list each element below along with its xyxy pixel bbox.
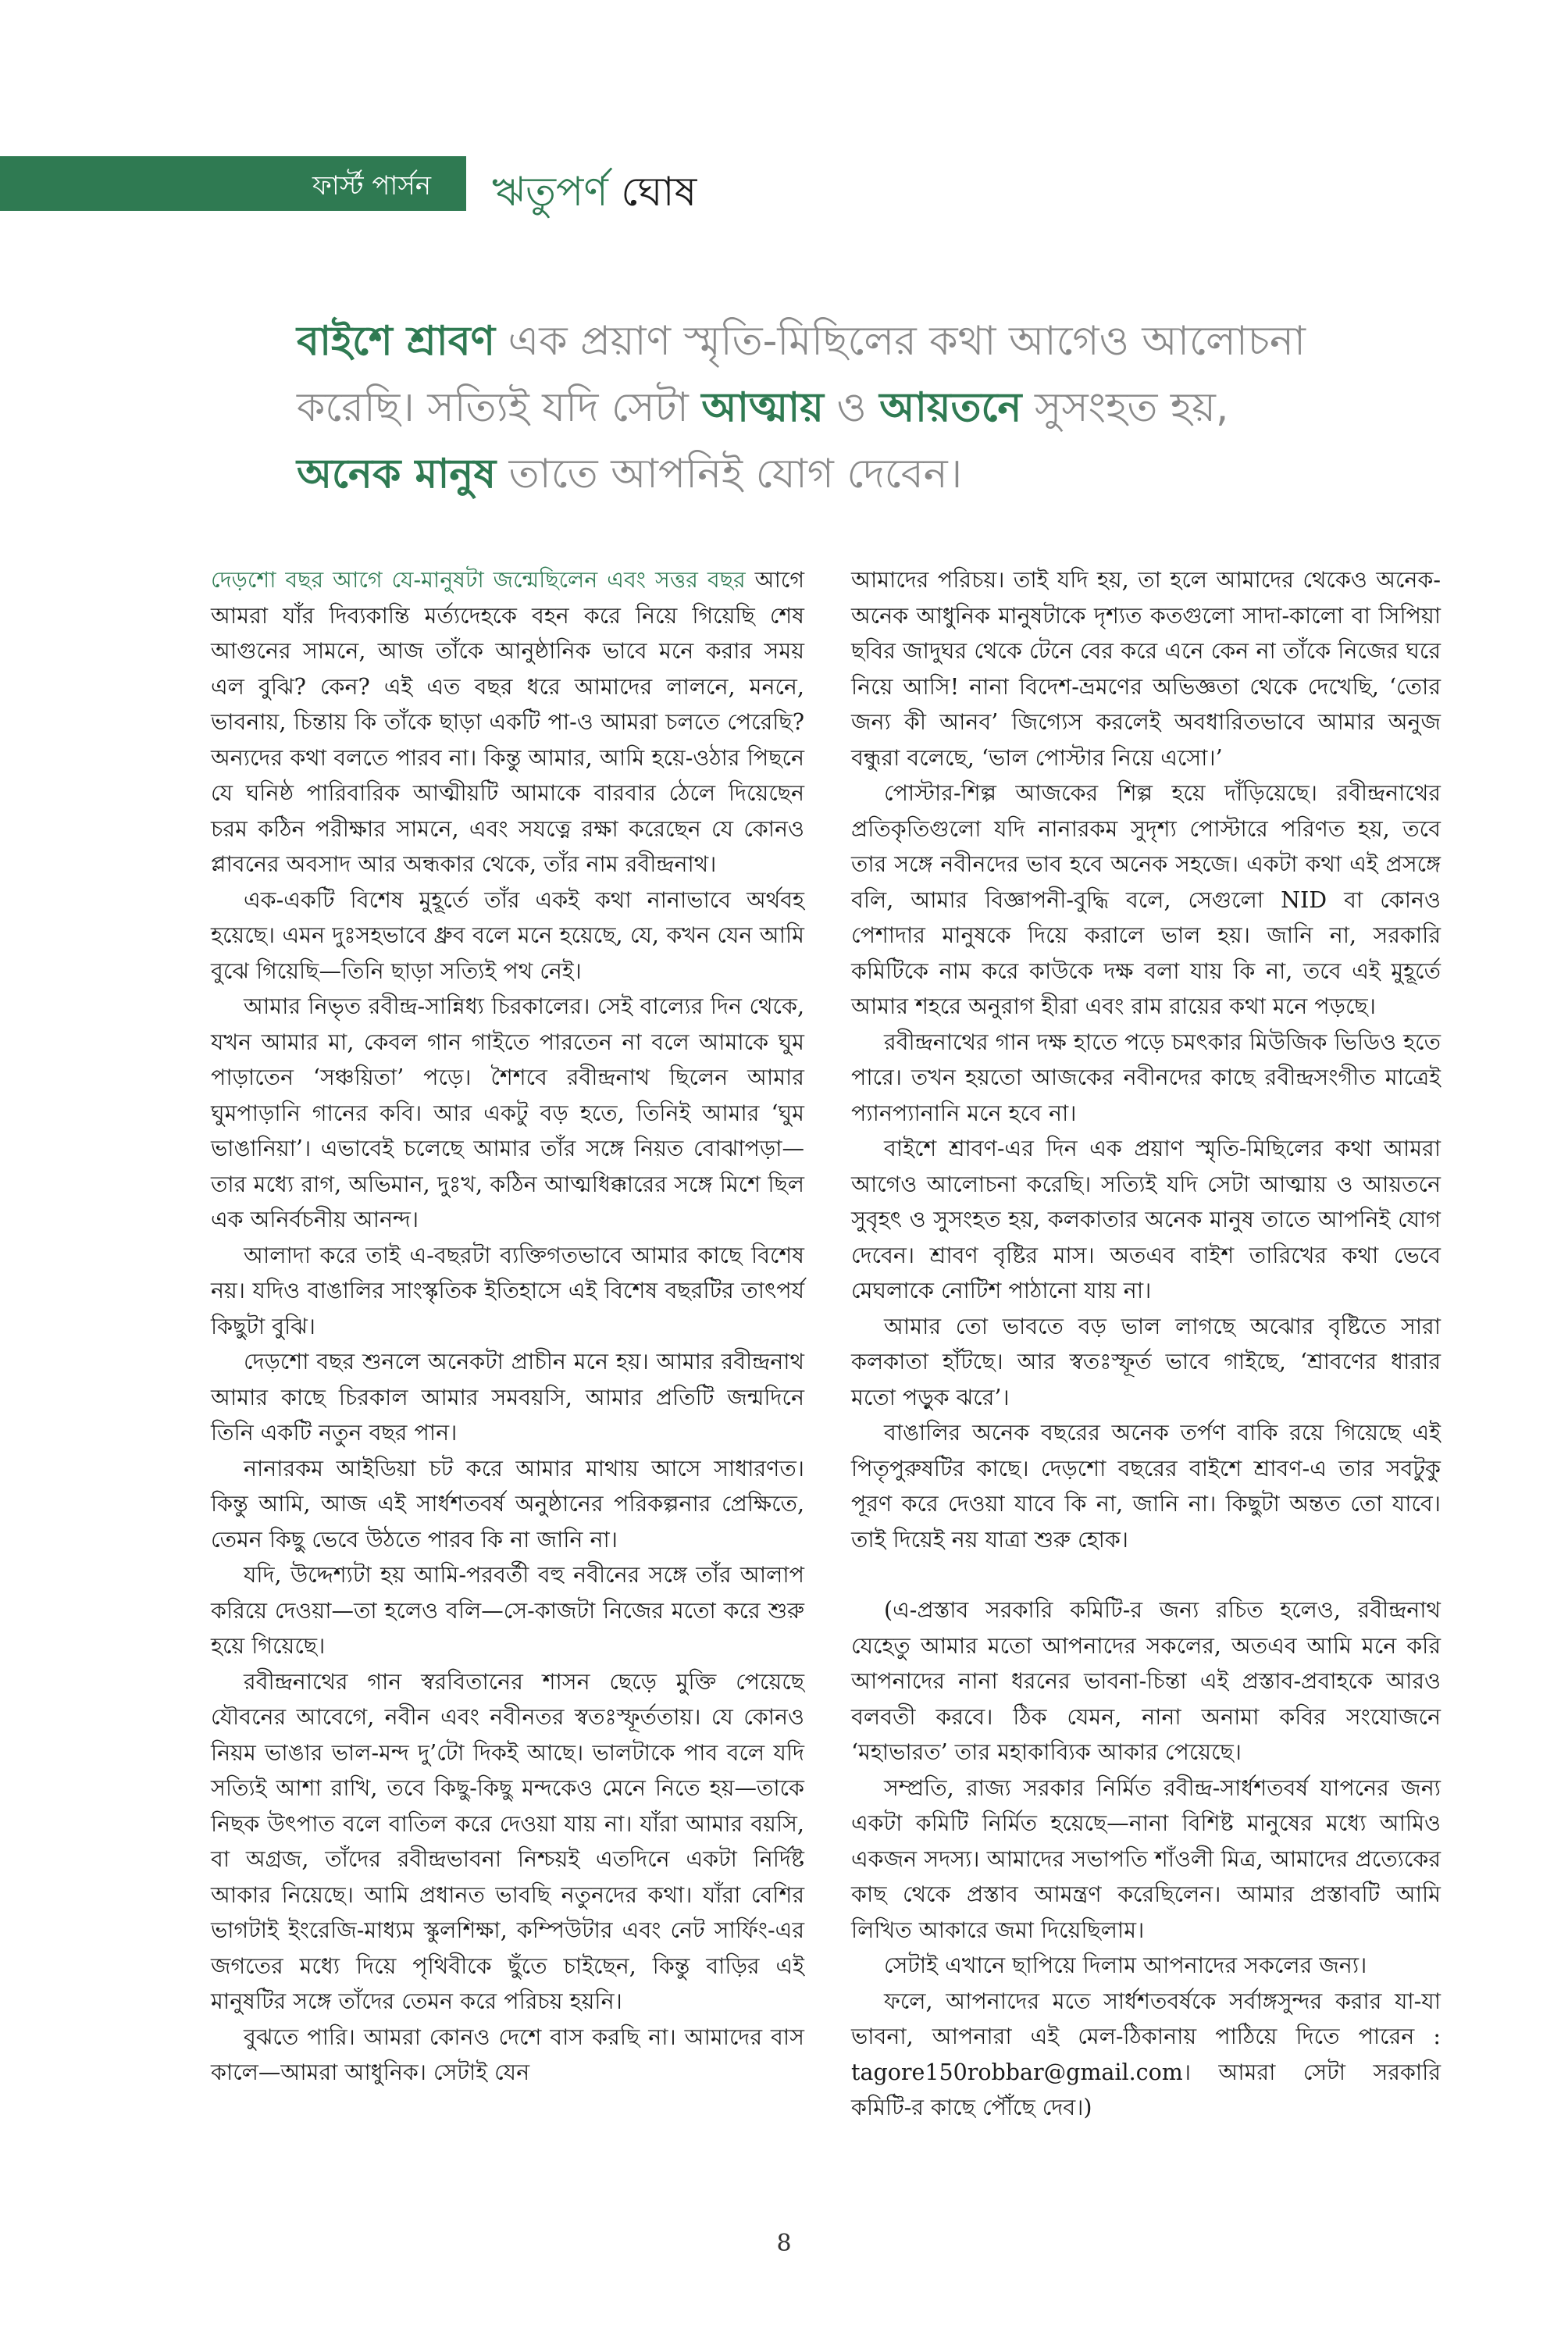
author-first-name: ঋতুপর্ণ: [492, 169, 608, 216]
article-paragraph: আলাদা করে তাই এ-বছরটা ব্যক্তিগতভাবে আমার কাছে বিশেষ নয়। যদিও বাঙালির সাংস্কৃতিক ইতিহাসে এই বিশেষ বছরটির তাৎপর্য কিছুটা বুঝি।: [211, 1242, 804, 1339]
pullquote-text: সুসংহত হয়,: [1021, 384, 1229, 431]
article-paragraph: বাঙালির অনেক বছরের অনেক তর্পণ বাকি রয়ে গিয়েছে এই পিতৃপুরুষটির কাছে। দেড়শো বছরের বাইশে শ্রাবণ-এ তার সবটুকু পূরণ করে দেওয়া যাবে কি না, জানি না। কিছুটা অন্তত তো যাবে। তাই দিয়েই নয় যাত্রা শুরু হোক।: [851, 1420, 1441, 1553]
article-paragraph: আমার নিভৃত রবীন্দ্র-সান্নিধ্য চিরকালের। সেই বাল্যের দিন থেকে, যখন আমার মা, কেবল গান গাইতে পারতেন না বলে আমাকে ঘুম পাড়াতেন ‘সঞ্চয়িতা’ পড়ে। শৈশবে রবীন্দ্রনাথ ছিলেন আমার ঘুমপাড়ানি গানের কবি। আর একটু বড় হতে, তিনিই আমার ‘ঘুম ভাঙানিয়া’। এভাবেই চলেছে আমার তাঁর সঙ্গে নিয়ত বোঝাপড়া—তার মধ্যে রাগ, অভিমান, দুঃখ, কঠিন আত্মধিক্কারের সঙ্গে মিশে ছিল এক অনির্বচনীয় আনন্দ।: [211, 993, 804, 1232]
article-paragraph: আমাদের পরিচয়। তাই যদি হয়, তা হলে আমাদের থেকেও অনেক-অনেক আধুনিক মানুষটাকে দৃশ্যত কতগুলো সাদা-কালো বা সিপিয়া ছবির জাদুঘর থেকে টেনে বের করে এনে কেন না তাঁকে নিজের ঘরে নিয়ে আসি! নানা বিদেশ-ভ্রমণের অভিজ্ঞতা থেকে দেখেছি, ‘তোর জন্য কী আনব’ জিগ্যেস করলেই অবধারিতভাবে আমার অনুজ বন্ধুরা বলেছে, ‘ভাল পোস্টার নিয়ে এসো।’: [851, 567, 1441, 771]
article-lead-in: দেড়শো বছর আগে যে-মানুষটা জন্মেছিলেন এবং সত্তর বছর: [211, 567, 746, 593]
article-paragraph: (এ-প্রস্তাব সরকারি কমিটি-র জন্য রচিত হলেও, রবীন্দ্রনাথ যেহেতু আমার মতো আপনাদের সকলের, অতএব আমি মনে করি আপনাদের নানা ধরনের ভাবনা-চিন্তা এই প্রস্তাব-প্রবাহকে আরও বলবতী করবে। ঠিক যেমন, নানা অনামা কবির সংযোজনে ‘মহাভারত’ তার মহাকাব্যিক আকার পেয়েছে।: [851, 1597, 1441, 1765]
article-paragraph: সম্প্রতি, রাজ্য সরকার নির্মিত রবীন্দ্র-সার্ধশতবর্ষ যাপনের জন্য একটা কমিটি নির্মিত হয়েছে—নানা বিশিষ্ট মানুষের মধ্যে আমিও একজন সদস্য। আমাদের সভাপতি শাঁওলী মিত্র, আমাদের প্রত্যেকের কাছ থেকে প্রস্তাব আমন্ত্রণ করেছিলেন। আমার প্রস্তাবটি আমি লিখিত আকারে জমা দিয়েছিলাম।: [851, 1774, 1441, 1943]
author-surname: ঘোষ: [621, 169, 697, 216]
article-paragraph: রবীন্দ্রনাথের গান স্বরবিতানের শাসন ছেড়ে মুক্তি পেয়েছে যৌবনের আবেগে, নবীন এবং নবীনতর স্বতঃস্ফূর্ততায়। যে কোনও নিয়ম ভাঙার ভাল-মন্দ দু’টো দিকই আছে। ভালটাকে পাব বলে যদি সত্যিই আশা রাখি, তবে কিছু-কিছু মন্দকেও মেনে নিতে হয়—তাকে নিছক উৎপাত বলে বাতিল করে দেওয়া যায় না। যাঁরা আমার বয়সি, বা অগ্রজ, তাঁদের রবীন্দ্রভাবনা নিশ্চয়ই এতদিনে একটা নির্দিষ্ট আকার নিয়েছে। আমি প্রধানত ভাবছি নতুনদের কথা। যাঁরা বেশির ভাগটাই ইংরেজি-মাধ্যম স্কুলশিক্ষা, কম্পিউটার এবং নেট সার্ফিং-এর জগতের মধ্যে দিয়ে পৃথিবীকে ছুঁতে চাইছেন, কিন্তু বাড়ির এই মানুষটির সঙ্গে তাঁদের তেমন করে পরিচয় হয়নি।: [211, 1668, 804, 2014]
article-paragraph: রবীন্দ্রনাথের গান দক্ষ হাতে পড়ে চমৎকার মিউজিক ভিডিও হতে পারে। তখন হয়তো আজকের নবীনদের কাছে রবীন্দ্রসংগীত মাত্রেই প্যানপ্যানানি মনে হবে না।: [851, 1029, 1441, 1126]
article-paragraph: আমার তো ভাবতে বড় ভাল লাগছে অঝোর বৃষ্টিতে সারা কলকাতা হাঁটছে। আর স্বতঃস্ফূর্ত ভাবে গাইছে, ‘শ্রাবণের ধারার মতো পড়ুক ঝরে’।: [851, 1313, 1441, 1410]
article-paragraph: বুঝতে পারি। আমরা কোনও দেশে বাস করছি না। আমাদের বাস কালে—আমরা আধুনিক। সেটাই যেন: [211, 2024, 804, 2085]
article-column-right: [851, 562, 1441, 2126]
article-paragraph: যদি, উদ্দেশ্যটা হয় আমি-পরবর্তী বহু নবীনের সঙ্গে তাঁর আলাপ করিয়ে দেওয়া—তা হলেও বলি—সে-কাজটা নিজের মতো করে শুরু হয়ে গিয়েছে।: [211, 1562, 804, 1659]
article-paragraph: বাইশে শ্রাবণ-এর দিন এক প্রয়াণ স্মৃতি-মিছিলের কথা আমরা আগেও আলোচনা করেছি। সত্যিই যদি সেটা আত্মায় ও আয়তনে সুবৃহৎ ও সুসংহত হয়, কলকাতার অনেক মানুষ তাতে আপনিই যোগ দেবেন। শ্রাবণ বৃষ্টির মাস। অতএব বাইশ তারিখের কথা ভেবে মেঘলাকে নোটিশ পাঠানো যায় না।: [851, 1136, 1441, 1303]
pullquote-highlight: আত্মায়: [701, 384, 824, 431]
article-paragraph: নানারকম আইডিয়া চট করে আমার মাথায় আসে সাধারণত। কিন্তু আমি, আজ এই সার্ধশতবর্ষ অনুষ্ঠানের পরিকল্পনার প্রেক্ষিতে, তেমন কিছু ভেবে উঠতে পারব কি না জানি না।: [211, 1455, 804, 1553]
pullquote-text: এক প্রয়াণ স্মৃতি-মিছিলের কথা আগেও আলোচনা করেছি। সত্যিই যদি সেটা: [297, 318, 1306, 431]
pullquote: [297, 308, 1335, 508]
article-paragraph: পোস্টার-শিল্প আজকের শিল্প হয়ে দাঁড়িয়েছে। রবীন্দ্রনাথের প্রতিকৃতিগুলো যদি নানারকম সুদৃশ্য পোস্টারে পরিণত হয়, তবে তার সঙ্গে নবীনদের ভাব হবে অনেক সহজে। একটা কথা এই প্রসঙ্গে বলি, আমার বিজ্ঞাপনী-বুদ্ধি বলে, সেগুলো NID বা কোনও পেশাদার মানুষকে দিয়ে করালে ভাল হয়। জানি না, সরকারি কমিটিকে নাম করে কাউকে দক্ষ বলা যায় কি না, তবে এই মুহূর্তে আমার শহরে অনুরাগ হীরা এবং রাম রায়ের কথা মনে পড়ছে।: [851, 780, 1441, 1019]
article-column-left: [211, 562, 804, 2091]
article-paragraph: দেড়শো বছর শুনলে অনেকটা প্রাচীন মনে হয়। আমার রবীন্দ্রনাথ আমার কাছে চিরকাল আমার সমবয়সি, আমার প্রতিটি জন্মদিনে তিনি একটি নতুন বছর পান।: [211, 1349, 804, 1446]
pullquote-highlight: অনেক মানুষ: [297, 451, 497, 497]
author-name: [492, 160, 697, 228]
article-paragraph: [211, 562, 804, 883]
pullquote-text: তাতে আপনিই যোগ দেবেন।: [496, 451, 963, 497]
column-label: ফার্স্ট পার্সন: [312, 170, 432, 201]
article-paragraph: সেটাই এখানে ছাপিয়ে দিলাম আপনাদের সকলের জন্য।: [884, 1952, 1367, 1978]
article-paragraph: ফলে, আপনাদের মতে সার্ধশতবর্ষকে সর্বাঙ্গসুন্দর করার যা-যা ভাবনা, আপনারা এই মেল-ঠিকানায় পাঠিয়ে দিতে পারেন : tagore150robbar@gmail.com। আমরা সেটা সরকারি কমিটি-র কাছে পৌঁছে দেব।): [851, 1988, 1441, 2120]
pullquote-text: ও: [823, 384, 880, 431]
pullquote-highlight: আয়তনে: [879, 384, 1022, 431]
pullquote-highlight: বাইশে শ্রাবণ: [297, 318, 496, 365]
page-number: 8: [776, 2230, 792, 2257]
article-paragraph-text: আগে আমরা যাঁর দিব্যকান্তি মর্ত্যদেহকে বহন করে নিয়ে গিয়েছি শেষ আগুনের সামনে, আজ তাঁকে আনুষ্ঠানিক ভাবে মনে করার সময় এল বুঝি? কেন? এই এত বছর ধরে আমাদের লালনে, মননে, ভাবনায়, চিন্তায় কি তাঁকে ছাড়া একটি পা-ও আমরা চলতে পেরেছি? অন্যদের কথা বলতে পারব না। কিন্তু আমার, আমি হয়ে-ওঠার পিছনে যে ঘনিষ্ঠ পারিবারিক আত্মীয়টি আমাকে বারবার ঠেলে দিয়েছেন চরম কঠিন পরীক্ষার সামনে, এবং সযত্নে রক্ষা করেছেন যে কোনও প্লাবনের অবসাদ আর অন্ধকার থেকে, তাঁর নাম রবীন্দ্রনাথ।: [211, 567, 804, 877]
article-paragraph: এক-একটি বিশেষ মুহূর্তে তাঁর একই কথা নানাভাবে অর্থবহ হয়েছে। এমন দুঃসহভাবে ধ্রুব বলে মনে হয়েছে, যে, কখন যেন আমি বুঝে গিয়েছি—তিনি ছাড়া সত্যিই পথ নেই।: [211, 886, 804, 984]
